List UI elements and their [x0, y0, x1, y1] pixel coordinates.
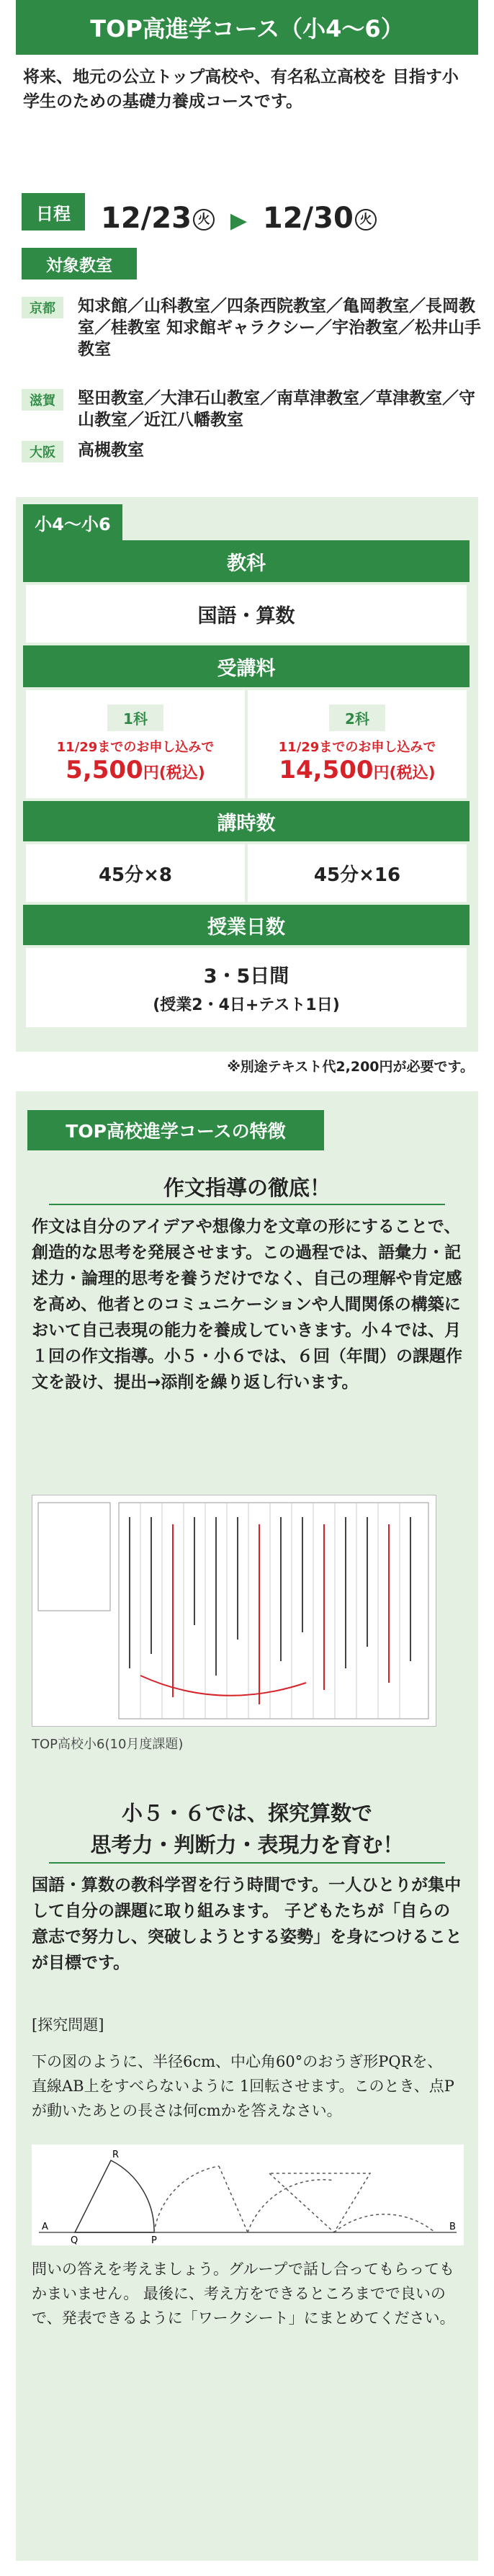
problem-text: 下の図のように、半径6cm、中心角60°のおうぎ形PQRを、直線AB上をすべらないように 1回転させます。このとき、点Pが動いたあとの長さは何cmかを答えなさい。 [32, 2053, 454, 2119]
fee-note-1: 11/29までのお申し込みで [56, 739, 215, 755]
essay-title-underline [49, 1204, 445, 1205]
math-title-line2: 思考力・判断力・表現力を育む！ [90, 1833, 404, 1857]
subject-value: 国語・算数 [26, 585, 467, 643]
start-date: 12/23 [101, 202, 192, 235]
diagram-label-p: P [151, 2235, 157, 2245]
region-tag-shiga: 滋賀 [22, 389, 63, 411]
rooms-kyoto: 知求館／山科教室／四条西院教室／亀岡教室／長岡教室／桂教室 知求館ギャラクシー／宇治教室／松井山手教室 [78, 297, 482, 359]
fee-note-2: 11/29までのお申し込みで [278, 739, 436, 755]
fee-badge-1: 1科 [107, 705, 163, 731]
math-title-line1: 小５・６では、探究算数で [121, 1801, 372, 1825]
fee-unit-1: 円(税込) [143, 764, 205, 782]
math-title-underline [49, 1862, 445, 1864]
problem-label: [探究問題] [32, 2016, 104, 2034]
essay-title: 作文指導の徹底！ [163, 1176, 331, 1200]
fan-diagram [32, 2145, 464, 2245]
essay-body: 作文は自分のアイデアや想像力を文章の形にすることで、創造的な思考を発展させます。この過程では、語彙力・記述力・論理的思考を養うだけでなく、自己の理解や肯定感を高め、他者とのコミュニケーションや人間関係の構築において自己表現の能力を養成していきます。小４では、月１回の作文指導。小５・小６では、６回（年間）の課題作文を設け、提出→添削を繰り返し行います。 [32, 1217, 462, 1392]
grade-tab: 小4〜小6 [23, 504, 122, 540]
arrow-right-icon: ▶ [230, 208, 247, 233]
fee-header: 受講料 [23, 645, 470, 687]
essay-sample-image [32, 1495, 436, 1727]
region-tag-osaka: 大阪 [22, 441, 63, 462]
schedule-dates [101, 202, 377, 235]
closing-text: 問いの答えを考えましょう。グループで話し合ってもらってもかまいません。 最後に、考え方をできるところまでで良いので、発表できるように「ワークシート」にまとめてください。 [32, 2260, 455, 2327]
fee-unit-2: 円(税込) [373, 764, 436, 782]
fee-cell-2 [248, 690, 467, 798]
features-label: TOP高校進学コースの特徴 [27, 1110, 324, 1150]
diagram-label-b: B [449, 2222, 456, 2232]
features-panel [16, 1091, 478, 2561]
days-header: 授業日数 [23, 905, 470, 945]
classrooms-label: 対象教室 [22, 248, 137, 279]
diagram-label-r: R [112, 2150, 120, 2160]
schedule-label: 日程 [22, 193, 85, 231]
footnote: ※別途テキスト代2,200円が必要です。 [227, 1059, 474, 1075]
days-cell [26, 948, 467, 1027]
days-sub: (授業2・4日+テスト1日) [153, 996, 340, 1014]
rooms-osaka: 高槻教室 [78, 441, 144, 460]
fee-price-2: 14,500 [279, 755, 374, 784]
start-weekday: 火 [193, 209, 215, 231]
end-weekday: 火 [355, 209, 377, 231]
subject-header: 教科 [23, 540, 470, 582]
essay-caption: TOP高校小6(10月度課題) [32, 1737, 184, 1752]
time-cell-1: 45分×8 [26, 844, 245, 902]
intro-text: 将来、地元の公立トップ高校や、有名私立高校を 目指す小学生のための基礎力養成コースです。 [23, 68, 459, 111]
region-tag-kyoto: 京都 [22, 297, 63, 318]
page-title: TOP高進学コース（小4〜6） [16, 0, 478, 55]
rooms-shiga: 堅田教室／大津石山教室／南草津教室／草津教室／守山教室／近江八幡教室 [78, 389, 475, 429]
fee-badge-2: 2科 [329, 705, 385, 731]
fee-cell-1 [26, 690, 245, 798]
time-header: 講時数 [23, 801, 470, 841]
end-date: 12/30 [262, 202, 354, 235]
time-cell-2: 45分×16 [248, 844, 467, 902]
diagram-label-q: Q [71, 2235, 78, 2245]
course-table [16, 497, 478, 1052]
math-body: 国語・算数の教科学習を行う時間です。一人ひとりが集中して自分の課題に取り組みます。 子どもたちが「自らの意志で努力し、突破しようとする姿勢」を身につけることが目標です。 [32, 1876, 462, 1972]
fee-price-1: 5,500 [66, 755, 143, 784]
diagram-label-a: A [42, 2222, 48, 2232]
days-value: 3・5日間 [203, 965, 289, 988]
